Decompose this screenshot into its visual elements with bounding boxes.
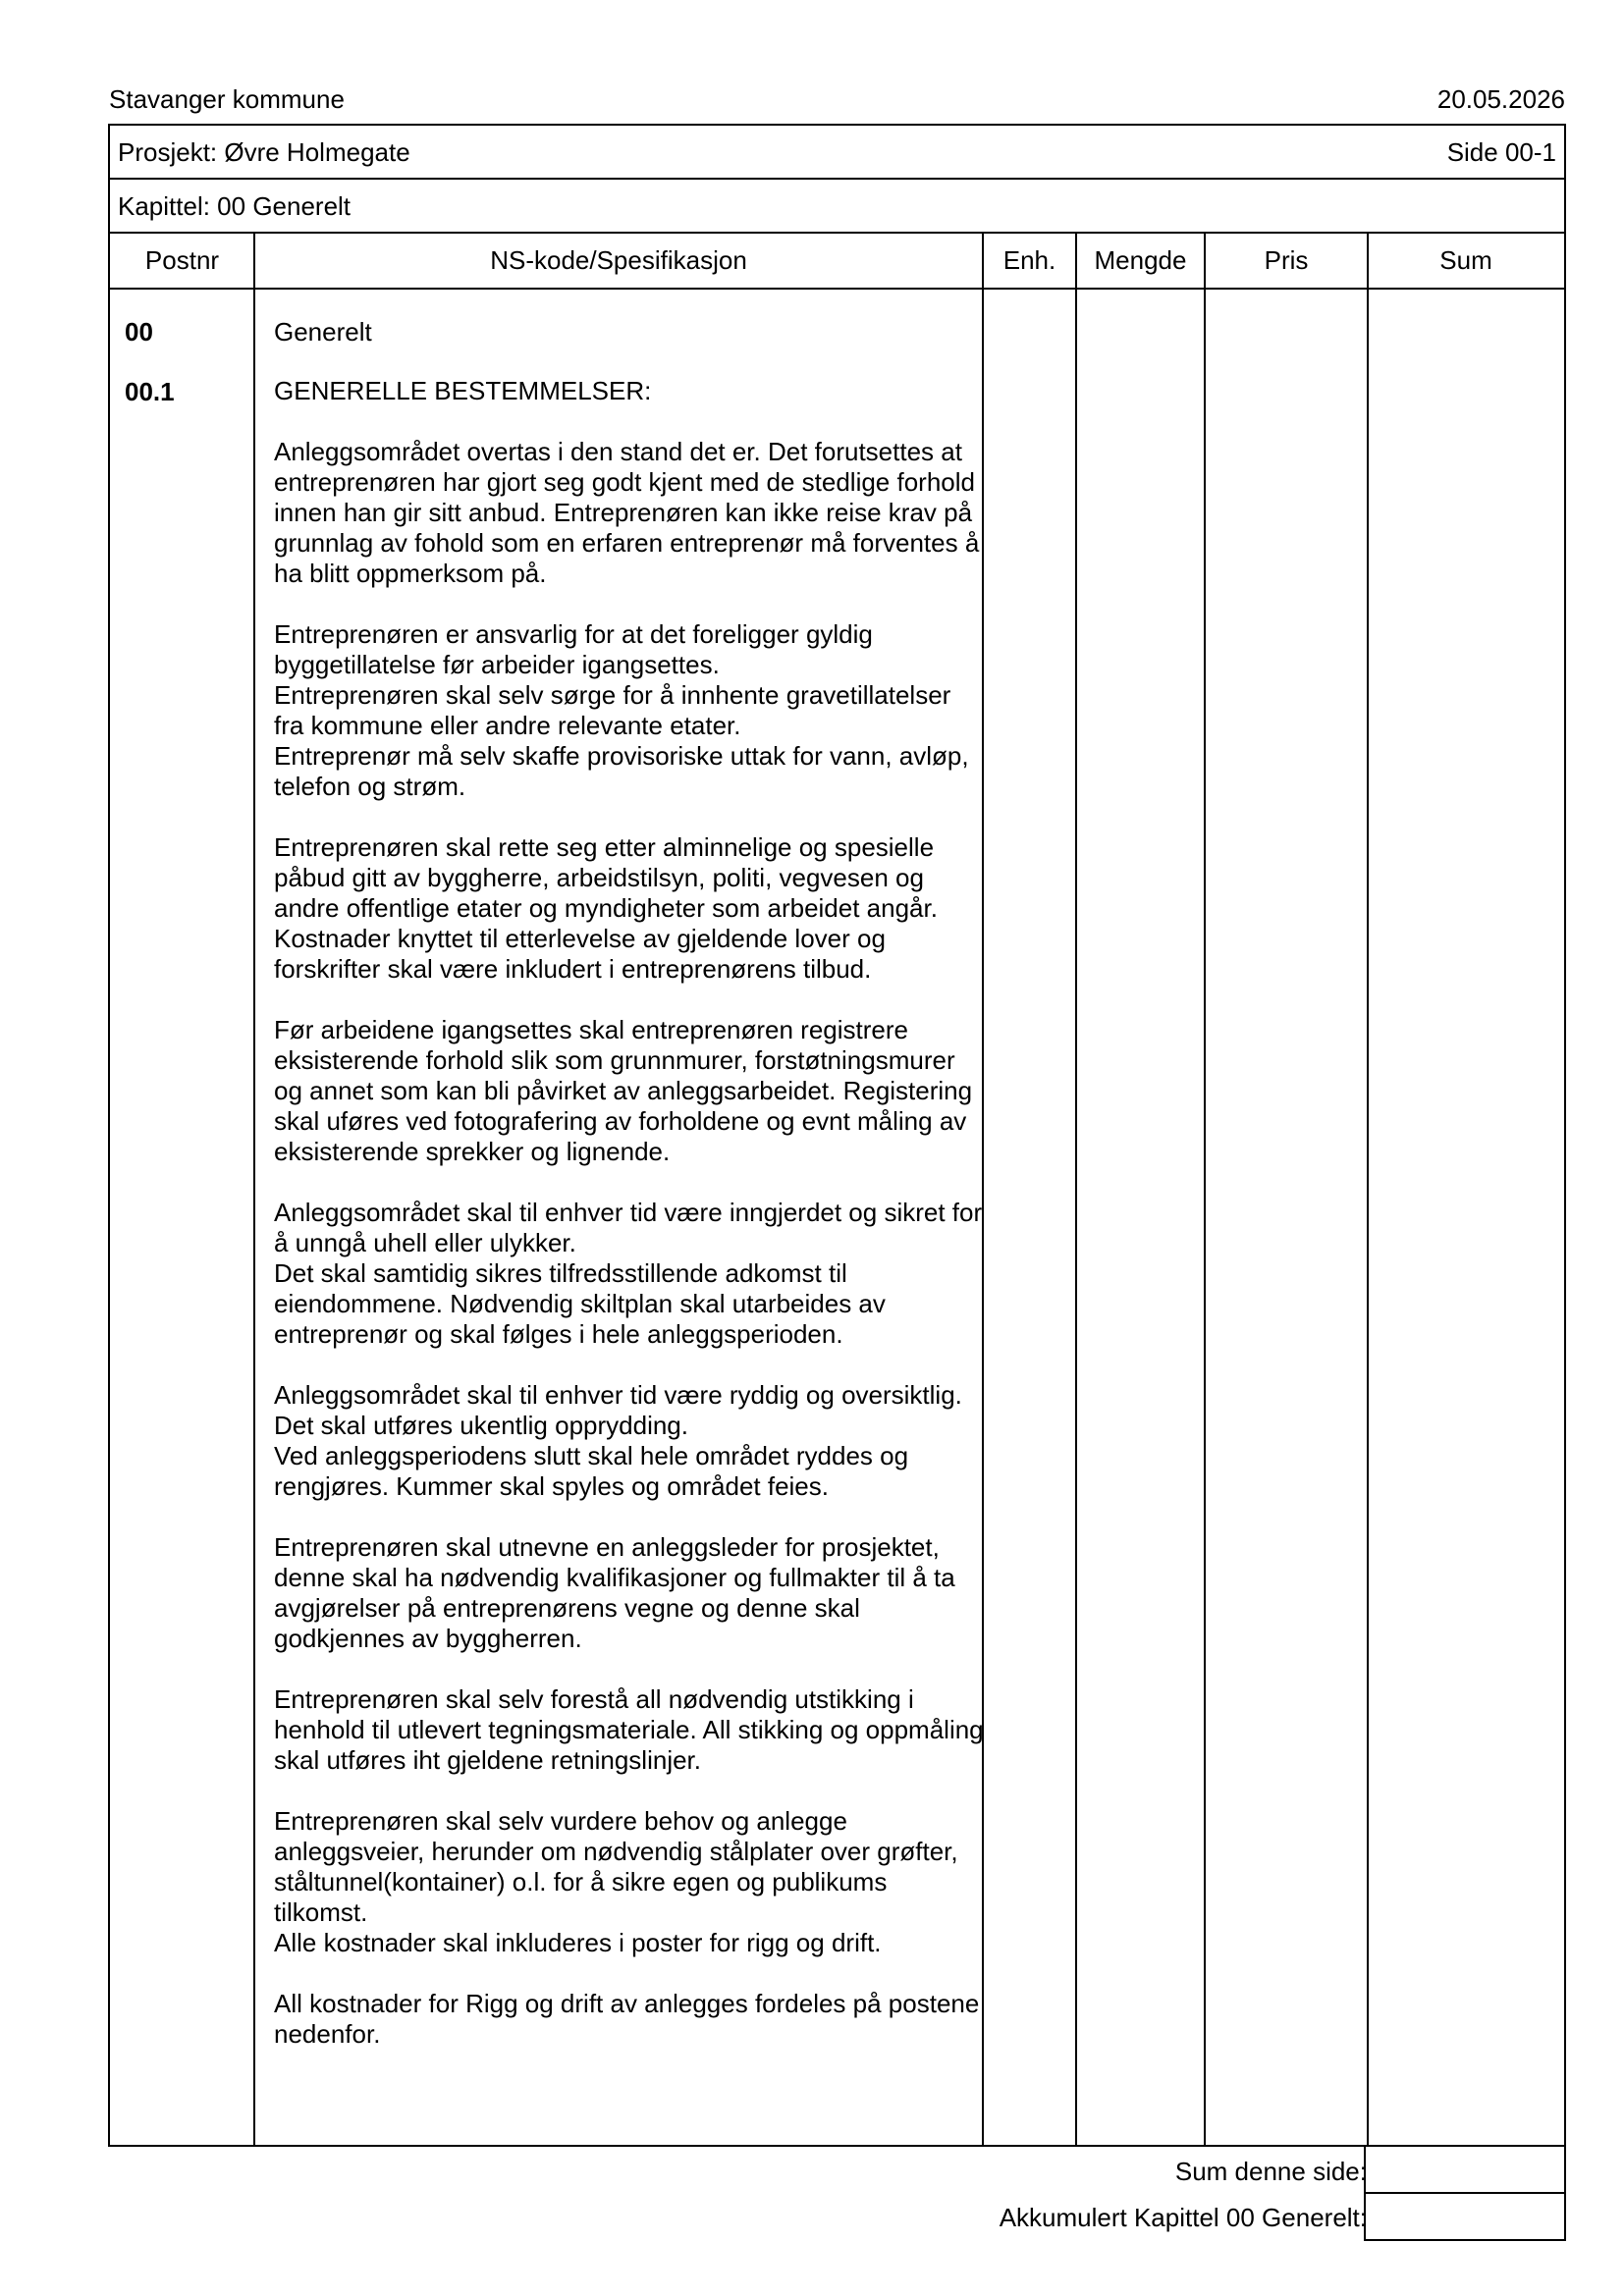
project-row	[108, 124, 1566, 180]
spec-table	[108, 232, 1566, 2147]
postnr-00: 00	[125, 317, 153, 347]
accumulated-sum-label: Akkumulert Kapittel 00 Generelt:	[999, 2203, 1367, 2232]
col-header-unit: Enh.	[1002, 245, 1056, 275]
spec-paragraph-8: Entreprenøren skal selv forestå all nødvendig utstikking i henhold til utlevert tegningsmateriale. All stikking og oppmåling skal utføres iht gjeldene retningslinjer.	[274, 1684, 984, 1775]
row-title-generelt: Generelt	[274, 317, 372, 347]
column-divider	[1204, 234, 1206, 2145]
organization-name: Stavanger kommune	[109, 84, 345, 114]
row-title-generelle-bestemmelser: GENERELLE BESTEMMELSER:	[274, 376, 652, 405]
spec-paragraph-9: Entreprenøren skal selv vurdere behov og anlegge anleggsveier, herunder om nødvendig stålplater over grøfter, ståltunnel(kontainer) o.l. for å sikre egen og publikums tilkomst. Alle kostnader skal inkluderes i poster for rigg og drift.	[274, 1806, 958, 1957]
accumulated-sum-box	[1364, 2192, 1566, 2241]
spec-paragraph-3: Entreprenøren skal rette seg etter alminnelige og spesielle påbud gitt av byggherre, arbeidstilsyn, politi, vegvesen og andre offentlige etater og myndigheter som arbeidet angår. Kostnader knyttet til etterlevelse av gjeldende lover og forskrifter skal være inkludert i entreprenørens tilbud.	[274, 832, 938, 984]
postnr-00-1: 00.1	[125, 377, 175, 406]
document-date: 20.05.2026	[1436, 84, 1565, 114]
page-sum-label: Sum denne side:	[1174, 2157, 1367, 2186]
col-header-quantity: Mengde	[1094, 245, 1187, 275]
chapter-label: Kapittel: 00 Generelt	[118, 191, 352, 221]
spec-paragraph-5: Anleggsområdet skal til enhver tid være inngjerdet og sikret for å unngå uhell eller ulykker. Det skal samtidig sikres tilfredsstillende adkomst til eiendommene. Nødvendig skiltplan skal utarbeides av entreprenør og skal følges i hele anleggsperioden.	[274, 1198, 983, 1349]
spec-paragraph-6: Anleggsområdet skal til enhver tid være ryddig og oversiktlig. Det skal utføres ukentlig opprydding. Ved anleggsperiodens slutt skal hele området ryddes og rengjøres. Kummer skal spyles og området feies.	[274, 1380, 962, 1501]
chapter-row	[108, 178, 1566, 234]
spec-paragraph-10: All kostnader for Rigg og drift av anlegges fordeles på postene nedenfor.	[274, 1989, 980, 2049]
col-header-sum: Sum	[1439, 245, 1492, 275]
col-header-spec: NS-kode/Spesifikasjon	[490, 245, 747, 275]
col-header-postnr: Postnr	[144, 245, 220, 275]
page-sum-box	[1364, 2145, 1566, 2194]
col-header-price: Pris	[1264, 245, 1309, 275]
spec-text	[274, 317, 986, 2080]
spec-paragraph-1: Anleggsområdet overtas i den stand det er. Det forutsettes at entreprenøren har gjort seg godt kjent med de stedlige forhold innen han gir sitt anbud. Entreprenøren kan ikke reise krav på grunnlag av fohold som en erfaren entreprenør må forventes å ha blitt oppmerksom på.	[274, 437, 980, 588]
column-divider	[253, 234, 255, 2145]
column-divider	[1367, 234, 1369, 2145]
page-number: Side 00-1	[1446, 137, 1556, 167]
spec-paragraph-7: Entreprenøren skal utnevne en anleggsleder for prosjektet, denne skal ha nødvendig kvalifikasjoner og fullmakter til å ta avgjørelser på entreprenørens vegne og denne skal godkjennes av byggherren.	[274, 1532, 955, 1653]
column-divider	[1075, 234, 1077, 2145]
project-label: Prosjekt: Øvre Holmegate	[118, 137, 410, 167]
spec-paragraph-4: Før arbeidene igangsettes skal entreprenøren registrere eksisterende forhold slik som grunnmurer, forstøtningsmurer og annet som kan bli påvirket av anleggsarbeidet. Registering skal uføres ved fotografering av forholdene og evnt måling av eksisterende sprekker og lignende.	[274, 1015, 973, 1166]
spec-paragraph-2: Entreprenøren er ansvarlig for at det foreligger gyldig byggetillatelse før arbeider igangsettes. Entreprenøren skal selv sørge for å innhente gravetillatelser fra kommune eller andre relevante etater. Entreprenør må selv skaffe provisoriske uttak for vann, avløp, telefon og strøm.	[274, 619, 969, 801]
